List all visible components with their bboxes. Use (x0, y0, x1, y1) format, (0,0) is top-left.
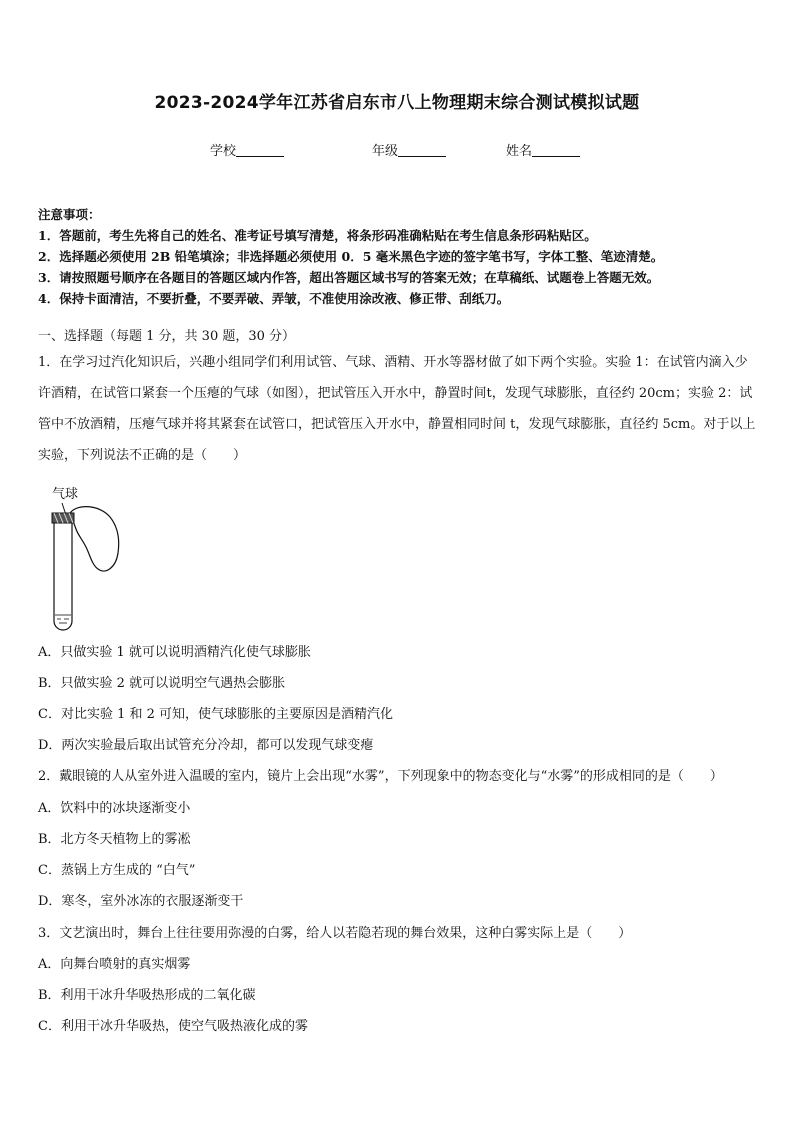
q3-option-c: C．利用干冰升华吸热，使空气吸热液化成的雾 (38, 1019, 308, 1034)
question-3-text: 3．文艺演出时，舞台上往往要用弥漫的白雾，给人以若隐若现的舞台效果，这种白雾实际上是（ ） (38, 926, 632, 941)
name-field (506, 140, 580, 159)
question-1-text: 1．在学习过汽化知识后，兴趣小组同学们利用试管、气球、酒精、开水等器材做了如下两个实验。实验 1：在试管内滴入少许酒精，在试管口紧套一个压瘪的气球（如图），把试管压入开水中，静置时间t，发现气球膨胀，直径约 20cm；实验 2：试管中不放酒精，压瘪气球并将其紧套在试管口，把试管压入开水中，静置相同时间 t，发现气球膨胀，直径约 5cm。对于以上实验，下列说法不正确的是（ ） (38, 355, 756, 463)
q3-option-a: A．向舞台喷射的真实烟雾 (38, 957, 191, 972)
grade-label: 年级 (372, 144, 399, 159)
q1-option-b: B．只做实验 2 就可以说明空气遇热会膨胀 (38, 676, 286, 691)
notice-item: 1．答题前，考生先将自己的姓名、准考证号填写清楚，将条形码准确粘贴在考生信息条形码粘贴区。 (38, 228, 597, 243)
q2-option-d: D．寒冬，室外冰冻的衣服逐渐变干 (38, 894, 244, 909)
notice-item: 2．选择题必须使用 2B 铅笔填涂；非选择题必须使用 0．5 毫米黑色字迹的签字笔书写，字体工整、笔迹清楚。 (38, 249, 664, 264)
notice-heading: 注意事项： (38, 207, 101, 222)
school-blank (236, 143, 284, 157)
name-label: 姓名 (506, 144, 533, 159)
school-field (210, 140, 284, 159)
figure-label-balloon: 气球 (52, 487, 79, 502)
q2-option-c: C．蒸锅上方生成的 “白气” (38, 863, 196, 878)
q1-option-a: A．只做实验 1 就可以说明酒精汽化使气球膨胀 (38, 645, 311, 660)
notice-item: 3．请按照题号顺序在各题目的答题区域内作答，超出答题区域书写的答案无效；在草稿纸、试题卷上答题无效。 (38, 270, 660, 285)
q2-option-a: A．饮料中的冰块逐渐变小 (38, 801, 191, 816)
grade-field (372, 140, 446, 159)
grade-blank (398, 143, 446, 157)
page-title: 2023-2024学年江苏省启东市八上物理期末综合测试模拟试题 (154, 93, 640, 113)
q2-option-b: B．北方冬天植物上的雾凇 (38, 832, 191, 847)
question-2-text: 2．戴眼镜的人从室外进入温暖的室内，镜片上会出现“水雾”，下列现象中的物态变化与“水雾”的形成相同的是（ ） (38, 769, 723, 784)
test-tube-balloon-diagram (38, 495, 138, 635)
section-heading: 一、选择题（每题 1 分，共 30 题，30 分） (38, 329, 296, 344)
notice-item: 4．保持卡面清洁，不要折叠，不要弄破、弄皱，不准使用涂改液、修正带、刮纸刀。 (38, 291, 510, 306)
q1-option-d: D．两次实验最后取出试管充分冷却，都可以发现气球变瘪 (38, 738, 374, 753)
balloon-test-tube-figure (38, 483, 138, 633)
school-label: 学校 (210, 144, 237, 159)
q3-option-b: B．利用干冰升华吸热形成的二氧化碳 (38, 988, 256, 1003)
name-blank (532, 143, 580, 157)
notice-block (38, 204, 663, 309)
q1-option-c: C．对比实验 1 和 2 可知，使气球膨胀的主要原因是酒精汽化 (38, 707, 394, 722)
